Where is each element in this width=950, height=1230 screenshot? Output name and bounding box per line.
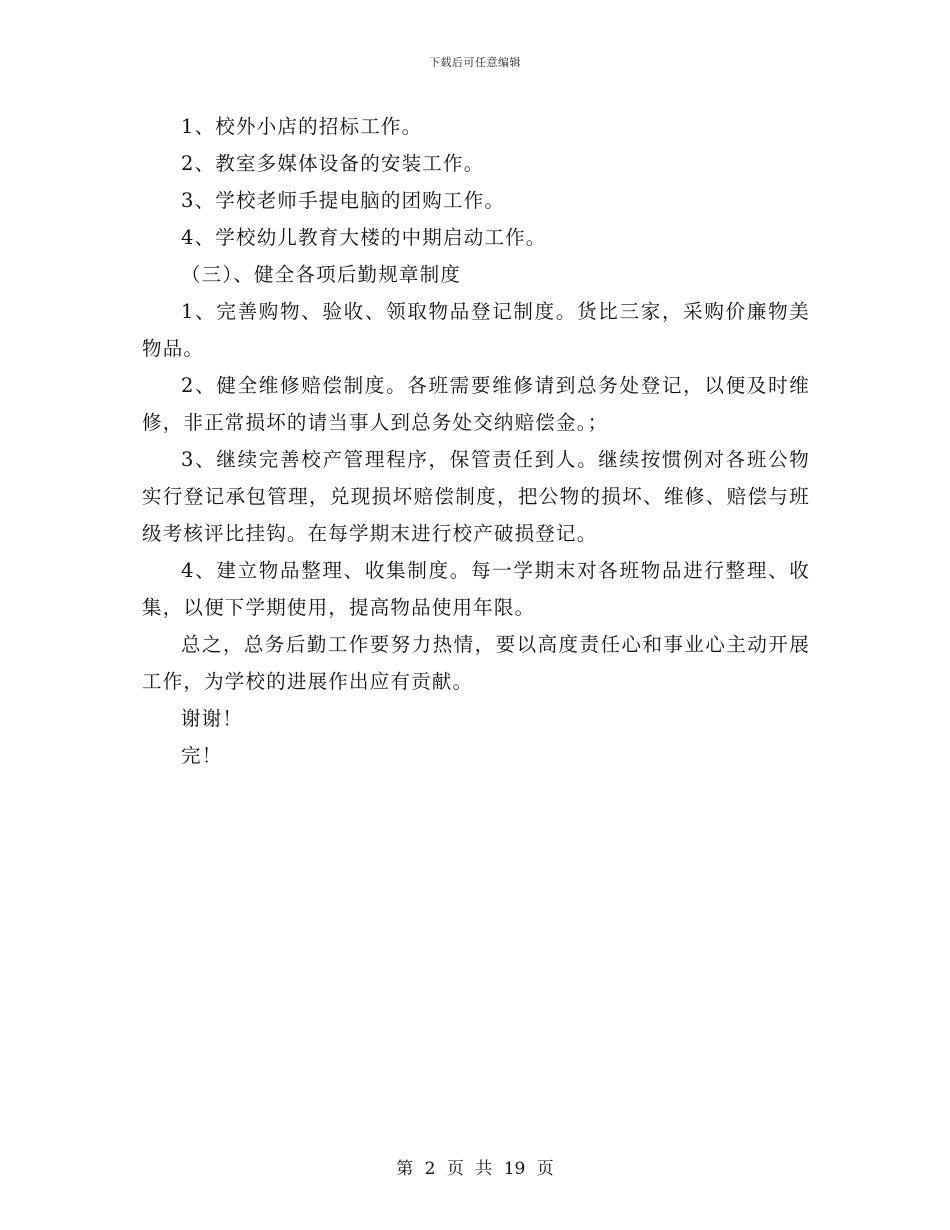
section-heading: （三）、健全各项后勤规章制度: [181, 263, 462, 286]
paragraph-item-2: 2、教室多媒体设备的安装工作。: [181, 152, 485, 175]
paragraph-rule-4: 4、建立物品整理、收集制度。每一学期末对各班物品进行整理、收集，以便下学期使用，提高物品使用年限。: [142, 559, 810, 619]
paragraph-item-3: 3、学校老师手提电脑的团购工作。: [181, 189, 506, 212]
paragraph-summary: 总之，总务后勤工作要努力热情，要以高度责任心和事业心主动开展工作，为学校的进展作出应有贡献。: [142, 633, 810, 693]
paragraph-end: 完！: [181, 744, 223, 767]
paragraph-rule-2: 2、健全维修赔偿制度。各班需要维修请到总务处登记，以便及时维修，非正常损坏的请当事人到总务处交纳赔偿金。；: [142, 374, 810, 434]
page-number: 第 2 页 共 19 页: [396, 1159, 554, 1179]
paragraph-item-4: 4、学校幼儿教育大楼的中期启动工作。: [181, 226, 547, 249]
document-body: [142, 108, 810, 774]
paragraph-item-1: 1、校外小店的招标工作。: [181, 115, 423, 138]
paragraph-thanks: 谢谢！: [181, 707, 244, 730]
paragraph-rule-1: 1、完善购物、验收、领取物品登记制度。货比三家，采购价廉物美物品。: [142, 300, 810, 360]
page-header: 下载后可任意编辑: [429, 56, 521, 69]
paragraph-rule-3: 3、继续完善校产管理程序，保管责任到人。继续按惯例对各班公物实行登记承包管理，兑现损坏赔偿制度，把公物的损坏、维修、赔偿与班级考核评比挂钩。在每学期末进行校产破损登记。: [142, 448, 810, 545]
